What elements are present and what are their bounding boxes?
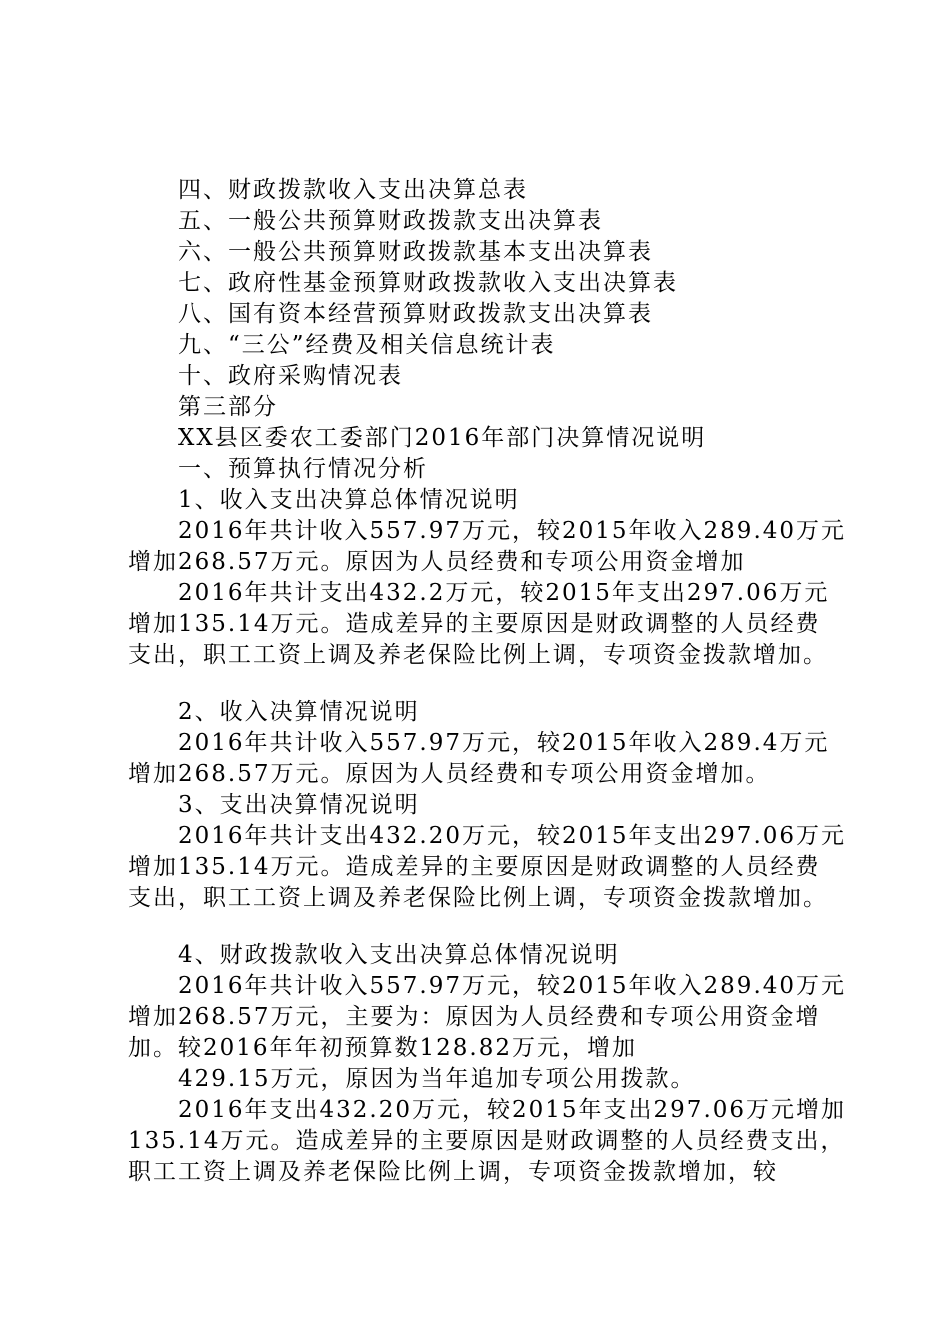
body-line: 增加268.57万元。原因为人员经费和专项公用资金增加 [128, 549, 746, 575]
subheading-4: 4、财政拨款收入支出决算总体情况说明 [178, 942, 620, 968]
body-line: 2016年支出432.20万元，较2015年支出297.06万元增加 [178, 1097, 847, 1123]
subheading-2: 2、收入决算情况说明 [178, 699, 420, 725]
body-line: 2016年共计支出432.20万元，较2015年支出297.06万元 [178, 823, 847, 849]
body-line: 加。较2016年年初预算数128.82万元，增加 [128, 1035, 638, 1061]
toc-item-9: 九、“三公”经费及相关信息统计表 [178, 332, 556, 358]
body-line: 429.15万元，原因为当年追加专项公用拨款。 [178, 1066, 696, 1092]
body-line: 增加135.14万元。造成差异的主要原因是财政调整的人员经费 [128, 611, 821, 637]
toc-item-10: 十、政府采购情况表 [178, 363, 403, 389]
toc-item-7: 七、政府性基金预算财政拨款收入支出决算表 [178, 270, 678, 296]
body-line: 职工工资上调及养老保险比例上调，专项资金拨款增加，较 [128, 1159, 778, 1185]
toc-item-6: 六、一般公共预算财政拨款基本支出决算表 [178, 239, 653, 265]
body-line: 135.14万元。造成差异的主要原因是财政调整的人员经费支出， [128, 1128, 846, 1154]
section-title: XX县区委农工委部门2016年部门决算情况说明 [178, 425, 707, 451]
subheading-3: 3、支出决算情况说明 [178, 792, 420, 818]
subheading-1: 1、收入支出决算总体情况说明 [178, 487, 520, 513]
body-line: 2016年共计收入557.97万元，较2015年收入289.40万元 [178, 973, 847, 999]
toc-item-5: 五、一般公共预算财政拨款支出决算表 [178, 208, 603, 234]
body-line: 支出，职工工资上调及养老保险比例上调，专项资金拨款增加。 [128, 885, 828, 911]
heading-budget-analysis: 一、预算执行情况分析 [178, 456, 428, 482]
body-line: 支出，职工工资上调及养老保险比例上调，专项资金拨款增加。 [128, 642, 828, 668]
body-line: 增加135.14万元。造成差异的主要原因是财政调整的人员经费 [128, 854, 821, 880]
toc-item-8: 八、国有资本经营预算财政拨款支出决算表 [178, 301, 653, 327]
body-line: 2016年共计收入557.97万元，较2015年收入289.4万元 [178, 730, 830, 756]
part-heading: 第三部分 [178, 394, 278, 420]
body-line: 2016年共计支出432.2万元，较2015年支出297.06万元 [178, 580, 830, 606]
body-line: 2016年共计收入557.97万元，较2015年收入289.40万元 [178, 518, 847, 544]
body-line: 增加268.57万元。原因为人员经费和专项公用资金增加。 [128, 761, 771, 787]
toc-item-4: 四、财政拨款收入支出决算总表 [178, 177, 528, 203]
body-line: 增加268.57万元，主要为：原因为人员经费和专项公用资金增 [128, 1004, 821, 1030]
